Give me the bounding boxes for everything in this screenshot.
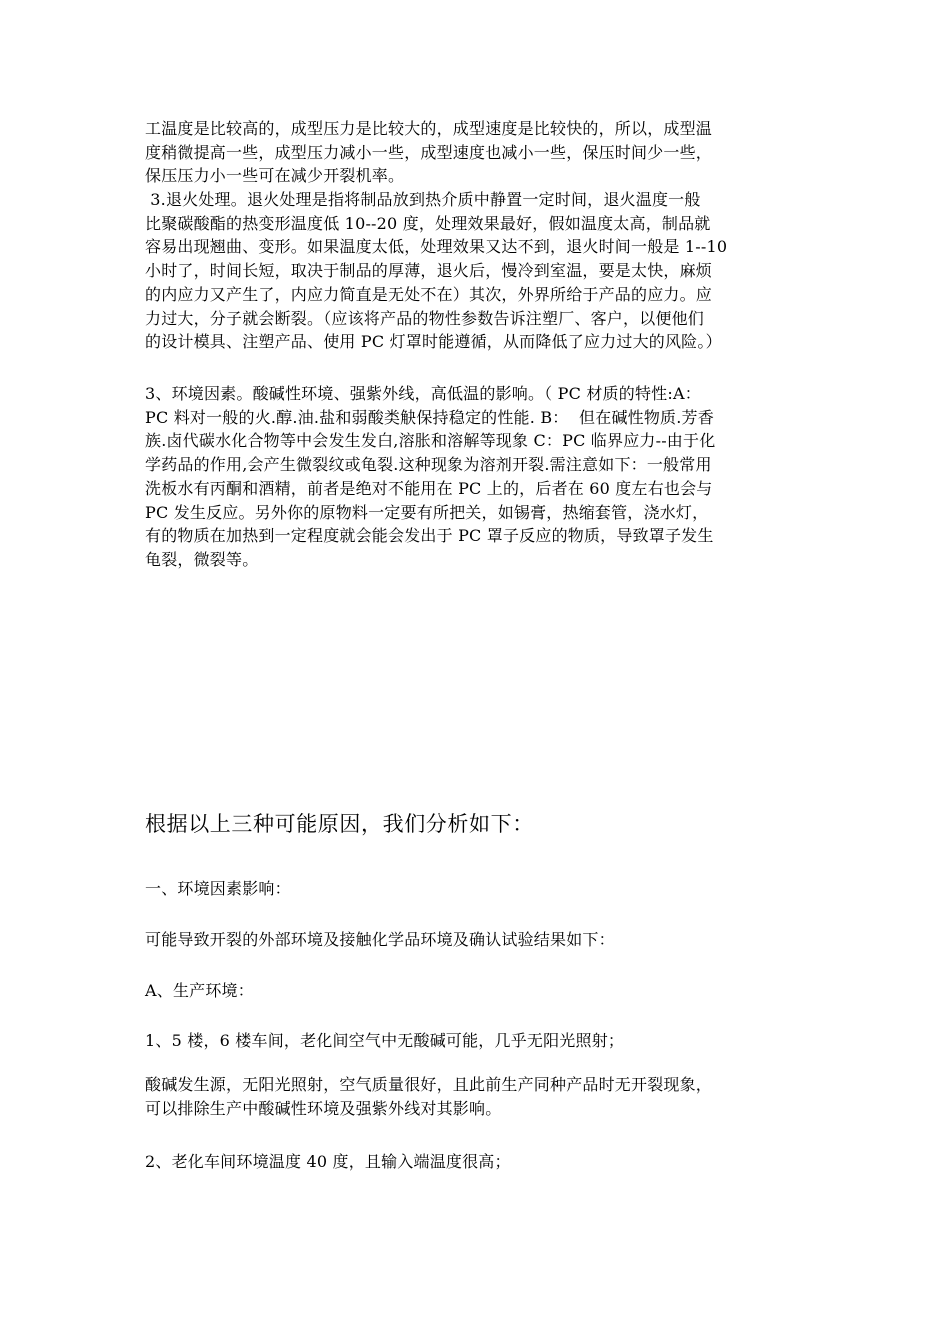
text-line: PC 料对一般的火.醇.油.盐和弱酸类觖保持稳定的性能. B： 但在碱性物质.芳香 bbox=[145, 407, 714, 427]
intro-text: 可能导致开裂的外部环境及接触化学品环境及确认试验结果如下： bbox=[145, 930, 615, 949]
text-line: 工温度是比较高的，成型压力是比较大的，成型速度是比较快的，所以，成型温 bbox=[145, 119, 713, 138]
item-workshop-air: 1、5 楼，6 楼车间，老化间空气中无酸碱可能，几乎无阳光照射； bbox=[145, 1031, 625, 1050]
section-title-environment: 一、环境因素影响： bbox=[145, 879, 291, 898]
item-production-environment: A、生产环境： bbox=[145, 981, 254, 1000]
paragraph-exclusion bbox=[145, 1073, 810, 1120]
analysis-heading: 根据以上三种可能原因，我们分析如下： bbox=[145, 812, 534, 836]
text-line: 小时了，时间长短，取决于制品的厚薄，退火后，慢冷到室温，要是太快，麻烦 bbox=[145, 261, 713, 281]
text-line: 保压压力小一些可在减少开裂机率。 bbox=[145, 166, 405, 186]
item-aging-temperature: 2、老化车间环境温度 40 度，且输入端温度很高； bbox=[145, 1152, 511, 1171]
text-line: PC 发生反应。另外你的原物料一定要有所把关，如锡膏，热缩套管，浇水灯， bbox=[145, 502, 709, 522]
text-line: 比聚碳酸酯的热变形温度低 10--20 度，处理效果最好，假如温度太高，制品就 bbox=[145, 213, 711, 233]
paragraph-environment-factors bbox=[145, 382, 810, 572]
text-line: 龟裂，微裂等。 bbox=[145, 549, 259, 569]
paragraph-annealing bbox=[145, 188, 810, 354]
text-line: 有的物质在加热到一定程度就会能会发出于 PC 罩子反应的物质，导致罩子发生 bbox=[145, 526, 714, 546]
text-line: 3、环境因素。酸碱性环境、强紫外线，高低温的影响。（ PC 材质的特性:A： bbox=[145, 384, 701, 403]
text-line: 族.卤代碳水化合物等中会发生发白,溶胀和溶解等现象 C：PC 临界应力--由于化 bbox=[145, 431, 716, 451]
text-line: 学药品的作用,会产生微裂纹或龟裂.这种现象为溶剂开裂.需注意如下：一般常用 bbox=[145, 455, 712, 475]
text-line: 可以排除生产中酸碱性环境及强紫外线对其影响。 bbox=[145, 1098, 502, 1118]
text-line: 度稍微提高一些，成型压力减小一些，成型速度也减小一些，保压时间少一些， bbox=[145, 142, 713, 162]
text-line: 洗板水有丙酮和酒精，前者是绝对不能用在 PC 上的，后者在 60 度左右也会与 bbox=[145, 478, 713, 498]
text-line: 容易出现翘曲、变形。如果温度太低，处理效果又达不到，退火时间一般是 1--10 bbox=[145, 237, 728, 257]
text-line: 力过大，分子就会断裂。（应该将产品的物性参数告诉注塑厂、客户，以便他们 bbox=[145, 308, 705, 328]
text-line: 酸碱发生源，无阳光照射，空气质量很好，且此前生产同种产品时无开裂现象， bbox=[145, 1075, 713, 1094]
text-line: 3.退火处理。退火处理是指将制品放到热介质中静置一定时间，退火温度一般 bbox=[145, 190, 701, 209]
paragraph-molding-parameters bbox=[145, 117, 810, 188]
text-line: 的设计模具、注塑产品、使用 PC 灯罩时能遵循，从而降低了应力过大的风险。） bbox=[145, 332, 722, 352]
text-line: 的内应力又产生了，内应力简直是无处不在）其次，外界所给于产品的应力。应 bbox=[145, 284, 713, 304]
